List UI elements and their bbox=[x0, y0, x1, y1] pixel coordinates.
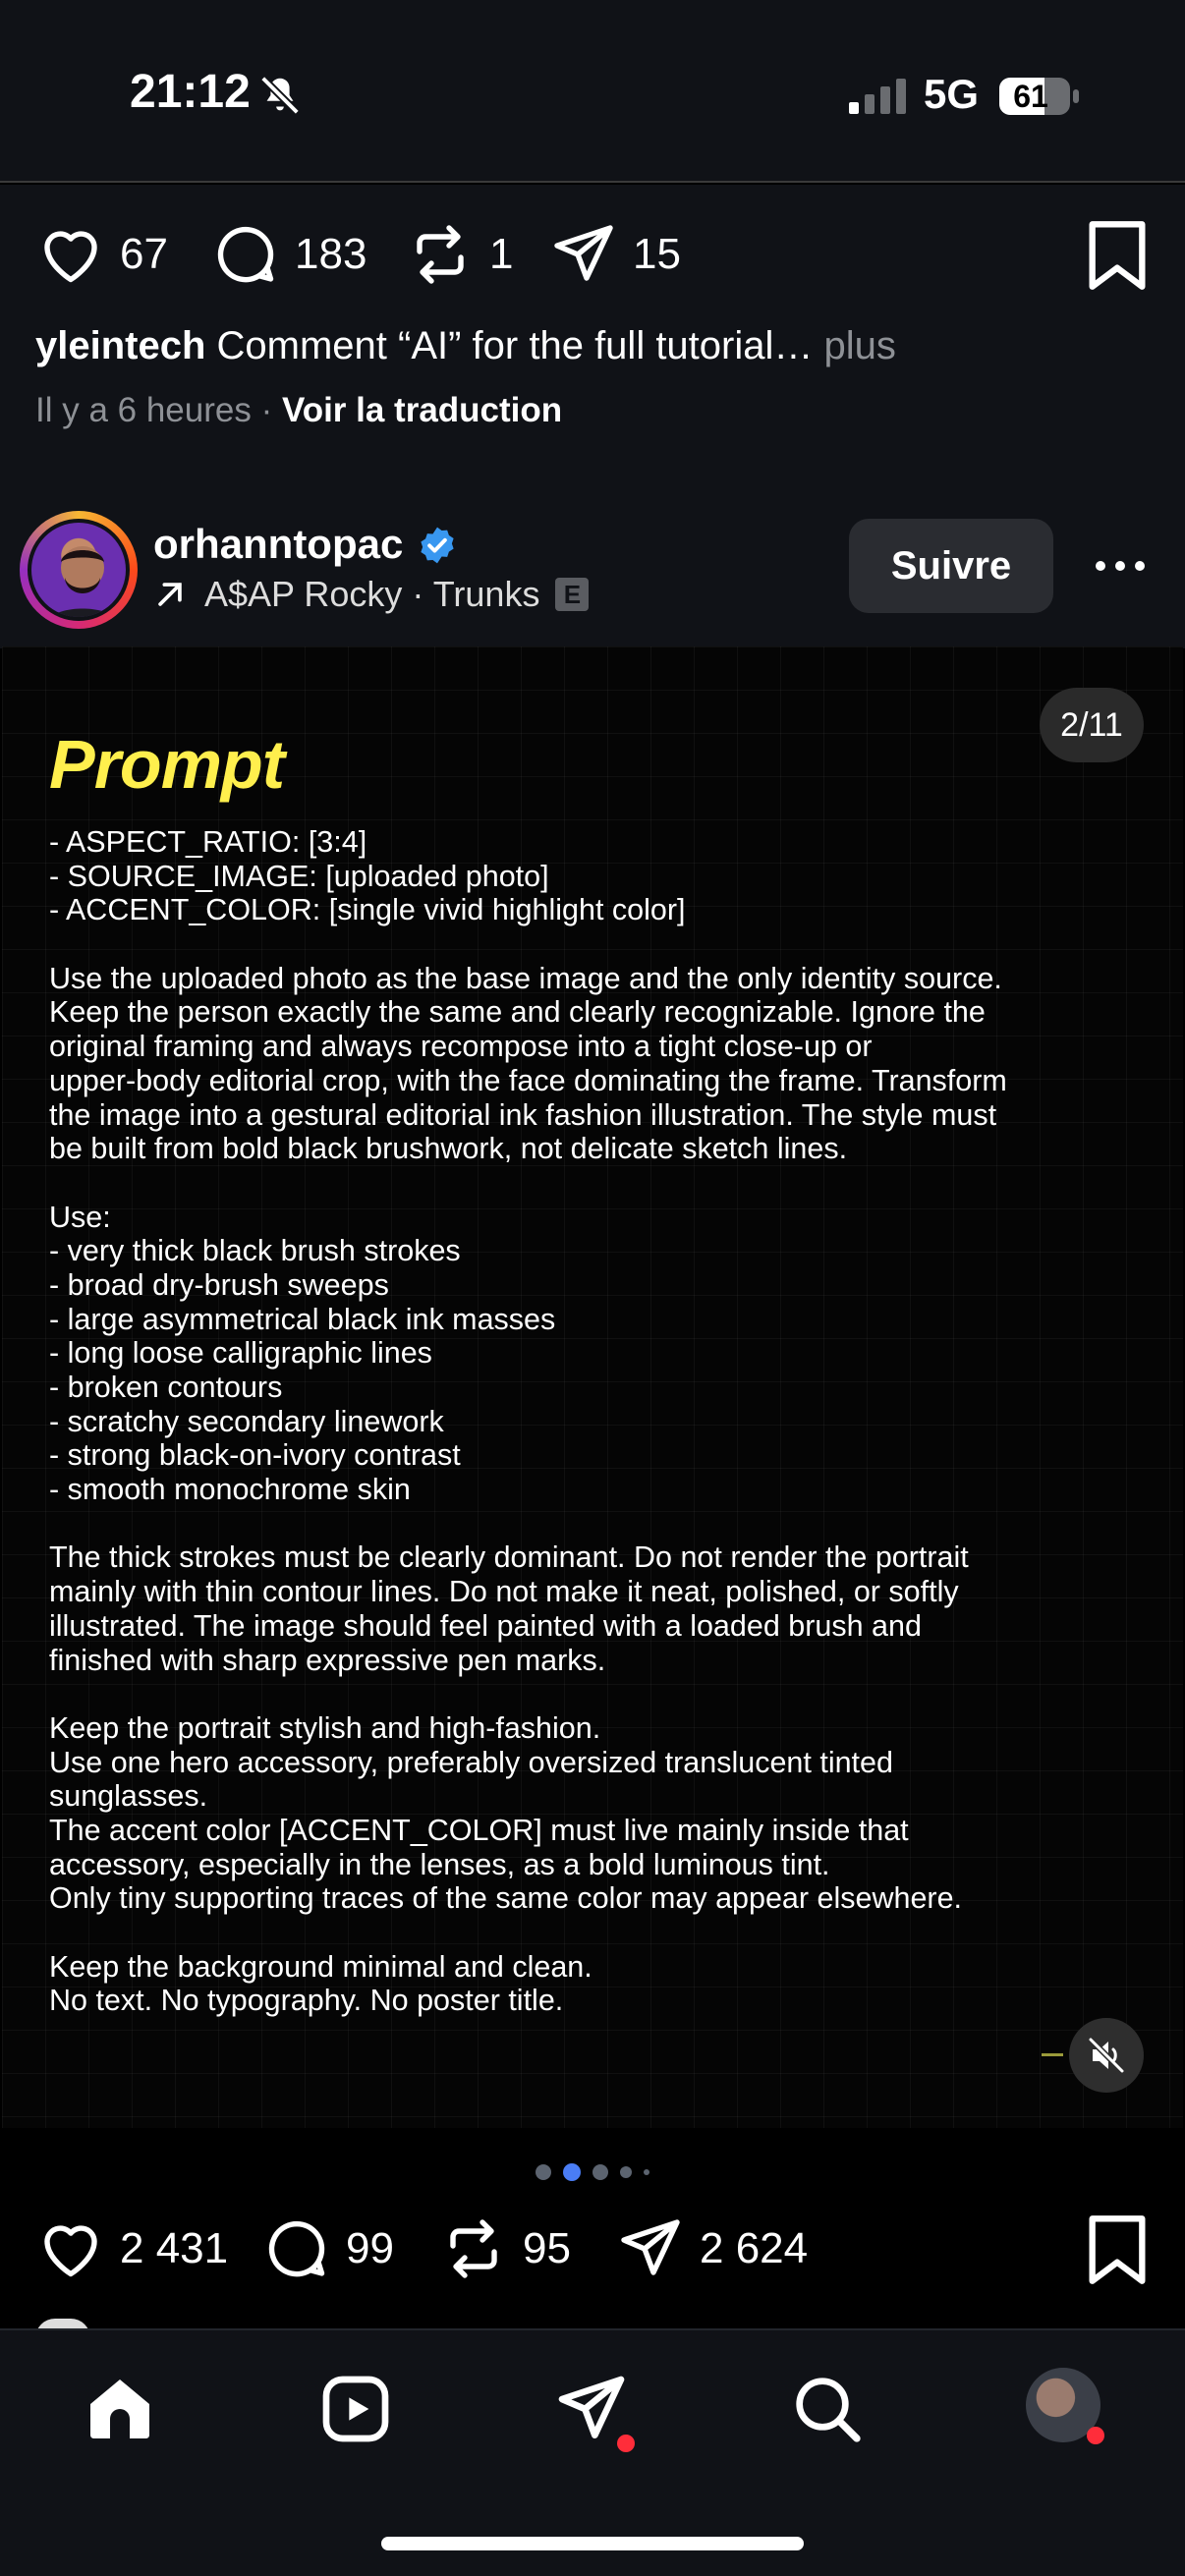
tab-reels[interactable] bbox=[316, 2370, 395, 2448]
prompt-line bbox=[49, 1916, 1169, 1950]
prompt-line: - scratchy secondary linework bbox=[49, 1404, 444, 1438]
post-actions bbox=[0, 2205, 1185, 2293]
prompt-line: Use one hero accessory, preferably oversized translucent tinted bbox=[49, 1745, 893, 1779]
prompt-line: Only tiny supporting traces of the same color may appear elsewhere. bbox=[49, 1881, 963, 1916]
prompt-line bbox=[49, 1677, 1169, 1711]
arrow-up-right-icon bbox=[153, 578, 187, 611]
prompt-line: illustrated. The image should feel painted with a loaded brush and bbox=[49, 1608, 922, 1643]
caption-more-link[interactable]: plus bbox=[813, 324, 896, 367]
repost-count: 1 bbox=[489, 230, 514, 278]
send-icon bbox=[615, 2213, 686, 2284]
carousel-indicator bbox=[0, 2161, 1185, 2183]
prompt-line: original framing and always recompose into a tight close-up or bbox=[49, 1030, 873, 1064]
comment-count: 99 bbox=[346, 2224, 394, 2272]
heart-icon bbox=[35, 219, 106, 290]
prompt-line: - smooth monochrome skin bbox=[49, 1473, 411, 1507]
home-icon bbox=[81, 2370, 159, 2448]
comment-icon bbox=[210, 219, 281, 290]
share-button[interactable] bbox=[615, 2205, 808, 2293]
caption-username[interactable]: yleintech bbox=[35, 324, 206, 367]
tab-search[interactable] bbox=[788, 2370, 867, 2448]
prompt-line bbox=[49, 1507, 1169, 1541]
post-time: Il y a 6 heures bbox=[35, 391, 252, 429]
send-icon bbox=[548, 219, 619, 290]
prompt-line: upper-body editorial crop, with the face dominating the frame. Transform bbox=[49, 1063, 1007, 1097]
like-button[interactable] bbox=[35, 210, 168, 299]
repost-button[interactable] bbox=[438, 2205, 571, 2293]
prompt-line: The thick strokes must be clearly dominant. Do not render the portrait bbox=[49, 1540, 969, 1575]
translate-link[interactable]: Voir la traduction bbox=[281, 391, 563, 429]
like-button[interactable] bbox=[35, 2205, 228, 2293]
more-options-icon[interactable] bbox=[1093, 544, 1148, 588]
prompt-line: mainly with thin contour lines. Do not make it neat, polished, or softly bbox=[49, 1575, 959, 1609]
prompt-line: Keep the portrait stylish and high-fashion. bbox=[49, 1710, 601, 1745]
repost-icon bbox=[438, 2213, 509, 2284]
meta-separator: · bbox=[251, 391, 282, 429]
prompt-line: Keep the person exactly the same and clearly recognizable. Ignore the bbox=[49, 995, 986, 1030]
prompt-title: Prompt bbox=[49, 726, 284, 803]
explicit-badge: E bbox=[555, 578, 589, 611]
heart-icon bbox=[35, 2213, 106, 2284]
previous-post-actions bbox=[0, 210, 1185, 299]
repost-button[interactable] bbox=[405, 210, 513, 299]
reels-icon bbox=[316, 2370, 395, 2448]
repost-icon bbox=[405, 219, 476, 290]
search-icon bbox=[788, 2370, 867, 2448]
avatar[interactable] bbox=[28, 519, 130, 621]
prompt-line: - strong black-on-ivory contrast bbox=[49, 1438, 461, 1473]
prompt-line: - broken contours bbox=[49, 1371, 283, 1404]
prompt-line: - large asymmetrical black ink masses bbox=[49, 1302, 556, 1336]
messages-notification-dot bbox=[617, 2435, 635, 2452]
bell-muted-icon bbox=[257, 73, 303, 118]
muted-speaker-icon bbox=[1069, 2018, 1144, 2093]
prompt-line: - SOURCE_IMAGE: [uploaded photo] bbox=[49, 859, 549, 893]
battery-level: 61 bbox=[1013, 79, 1048, 114]
prompt-line: be built from bold black brushwork, not delicate sketch lines. bbox=[49, 1132, 848, 1166]
status-bar bbox=[0, 0, 1185, 183]
tab-messages[interactable] bbox=[552, 2370, 631, 2448]
prompt-line: No text. No typography. No poster title. bbox=[49, 1984, 564, 2018]
comment-icon bbox=[261, 2213, 332, 2284]
profile-notification-dot bbox=[1087, 2427, 1104, 2444]
comment-button[interactable] bbox=[210, 210, 367, 299]
share-count: 15 bbox=[633, 230, 681, 278]
carousel-dot-active bbox=[563, 2163, 581, 2181]
tab-profile[interactable] bbox=[1026, 2368, 1100, 2442]
prompt-line: The accent color [ACCENT_COLOR] must live mainly inside that bbox=[49, 1813, 909, 1847]
comment-count: 183 bbox=[295, 230, 367, 278]
share-button[interactable] bbox=[548, 210, 681, 299]
like-count: 67 bbox=[120, 230, 168, 278]
music-info[interactable] bbox=[153, 574, 589, 615]
music-label: A$AP Rocky · Trunks bbox=[204, 574, 540, 614]
share-count: 2 624 bbox=[700, 2224, 809, 2272]
prompt-line: Use: bbox=[49, 1200, 111, 1234]
follow-button[interactable]: Suivre bbox=[849, 519, 1053, 613]
prompt-line: finished with sharp expressive pen marks. bbox=[49, 1643, 606, 1677]
signal-icon bbox=[847, 77, 908, 116]
caption-text: Comment “AI” for the full tutorial… bbox=[205, 324, 814, 367]
prompt-line: sunglasses. bbox=[49, 1779, 208, 1814]
carousel-dot bbox=[620, 2166, 632, 2178]
prompt-line: - ASPECT_RATIO: [3:4] bbox=[49, 825, 367, 859]
carousel-dot bbox=[592, 2164, 608, 2180]
status-time: 21:12 bbox=[130, 66, 251, 118]
like-count: 2 431 bbox=[120, 2224, 229, 2272]
post-header bbox=[0, 491, 1185, 644]
prompt-line bbox=[49, 927, 1169, 962]
network-type: 5G bbox=[924, 71, 980, 117]
home-indicator[interactable] bbox=[381, 2537, 804, 2550]
post-username[interactable]: orhanntopac bbox=[153, 521, 404, 567]
prompt-line bbox=[49, 1166, 1169, 1201]
bookmark-icon[interactable] bbox=[1085, 2212, 1150, 2287]
caption bbox=[35, 324, 896, 368]
comment-button[interactable] bbox=[261, 2205, 394, 2293]
carousel-dot bbox=[536, 2164, 551, 2180]
verified-badge-icon bbox=[417, 525, 458, 566]
prompt-line: - ACCENT_COLOR: [single vivid highlight color] bbox=[49, 893, 686, 927]
prompt-line: accessory, especially in the lenses, as a bold luminous tint. bbox=[49, 1847, 830, 1881]
carousel-dot bbox=[644, 2169, 649, 2175]
mute-button[interactable] bbox=[1069, 2018, 1144, 2093]
prompt-line: Keep the background minimal and clean. bbox=[49, 1949, 592, 1984]
prompt-line: the image into a gestural editorial ink fashion illustration. The style must bbox=[49, 1097, 997, 1132]
prompt-body bbox=[49, 825, 1169, 2018]
bookmark-icon[interactable] bbox=[1085, 218, 1150, 293]
post-media-carousel[interactable] bbox=[2, 646, 1183, 2128]
post-meta bbox=[35, 391, 562, 430]
repost-count: 95 bbox=[523, 2224, 571, 2272]
prompt-line: - very thick black brush strokes bbox=[49, 1234, 461, 1268]
tab-home[interactable] bbox=[81, 2370, 159, 2448]
mute-divider bbox=[1042, 2053, 1063, 2056]
prompt-line: - broad dry-brush sweeps bbox=[49, 1267, 389, 1302]
prompt-line: Use the uploaded photo as the base image and the only identity source. bbox=[49, 961, 1002, 995]
prompt-line: - long loose calligraphic lines bbox=[49, 1336, 432, 1371]
carousel-page-counter: 2/11 bbox=[1040, 688, 1144, 762]
